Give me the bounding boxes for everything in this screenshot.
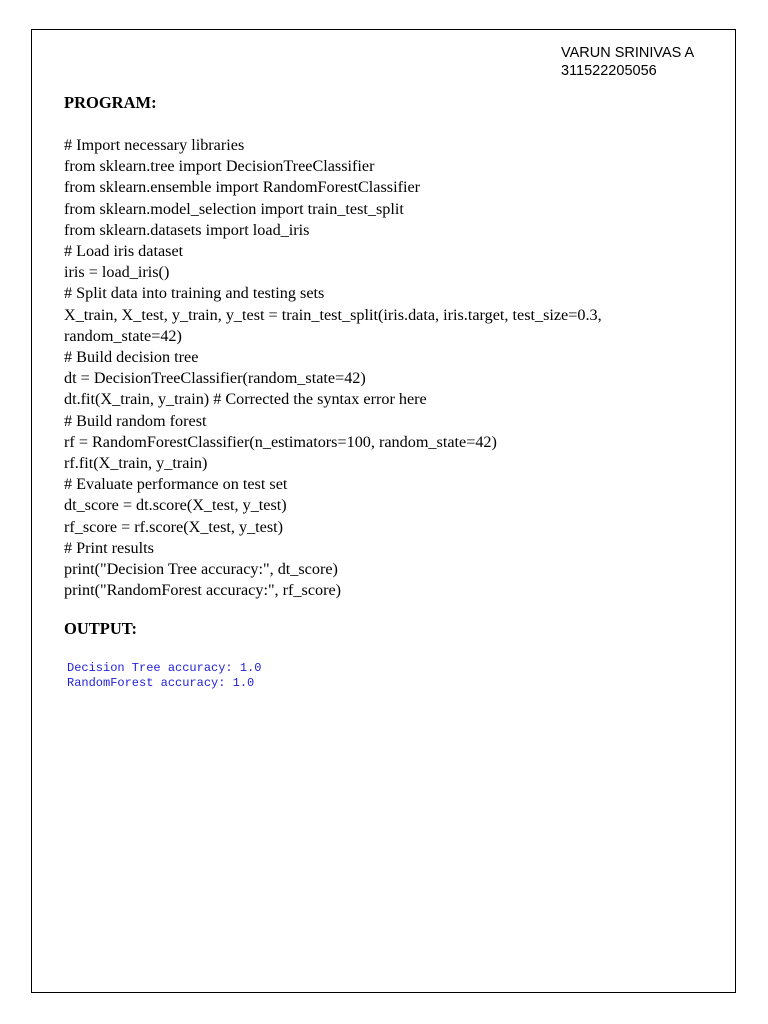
output-heading: OUTPUT:	[64, 619, 138, 638]
code-line: # Evaluate performance on test set	[64, 475, 288, 494]
code-line: print("Decision Tree accuracy:", dt_score)	[64, 560, 338, 579]
code-line: rf = RandomForestClassifier(n_estimators=100, random_state=42)	[64, 432, 497, 451]
code-line: dt = DecisionTreeClassifier(random_state=42)	[64, 369, 366, 388]
code-line: print("RandomForest accuracy:", rf_score)	[64, 581, 342, 600]
code-line: random_state=42)	[64, 326, 182, 345]
program-heading: PROGRAM:	[64, 93, 157, 112]
code-line: from sklearn.ensemble import RandomForestClassifier	[64, 178, 421, 197]
code-line: from sklearn.datasets import load_iris	[64, 220, 310, 239]
code-line: from sklearn.model_selection import train_test_split	[64, 199, 404, 218]
program-code	[64, 135, 704, 601]
roll-number: 311522205056	[561, 63, 657, 79]
code-line: X_train, X_test, y_train, y_test = train_test_split(iris.data, iris.target, test_size=0.3,	[64, 305, 602, 324]
code-line: iris = load_iris()	[64, 263, 170, 282]
code-line: # Build random forest	[64, 411, 207, 430]
program-output	[67, 661, 261, 691]
output-line: Decision Tree accuracy: 1.0	[67, 661, 262, 675]
code-line: # Build decision tree	[64, 348, 199, 367]
code-line: # Import necessary libraries	[64, 136, 245, 154]
code-line: dt_score = dt.score(X_test, y_test)	[64, 496, 287, 515]
student-name: VARUN SRINIVAS A	[561, 45, 695, 61]
code-line: rf_score = rf.score(X_test, y_test)	[64, 517, 284, 536]
code-line: # Split data into training and testing sets	[64, 284, 325, 303]
code-line: rf.fit(X_train, y_train)	[64, 454, 208, 473]
code-line: # Load iris dataset	[64, 242, 184, 261]
student-header	[561, 44, 694, 80]
output-line: RandomForest accuracy: 1.0	[67, 676, 255, 690]
code-line: # Print results	[64, 538, 154, 557]
code-line: dt.fit(X_train, y_train) # Corrected the syntax error here	[64, 390, 427, 409]
code-line: from sklearn.tree import DecisionTreeClassifier	[64, 157, 375, 176]
